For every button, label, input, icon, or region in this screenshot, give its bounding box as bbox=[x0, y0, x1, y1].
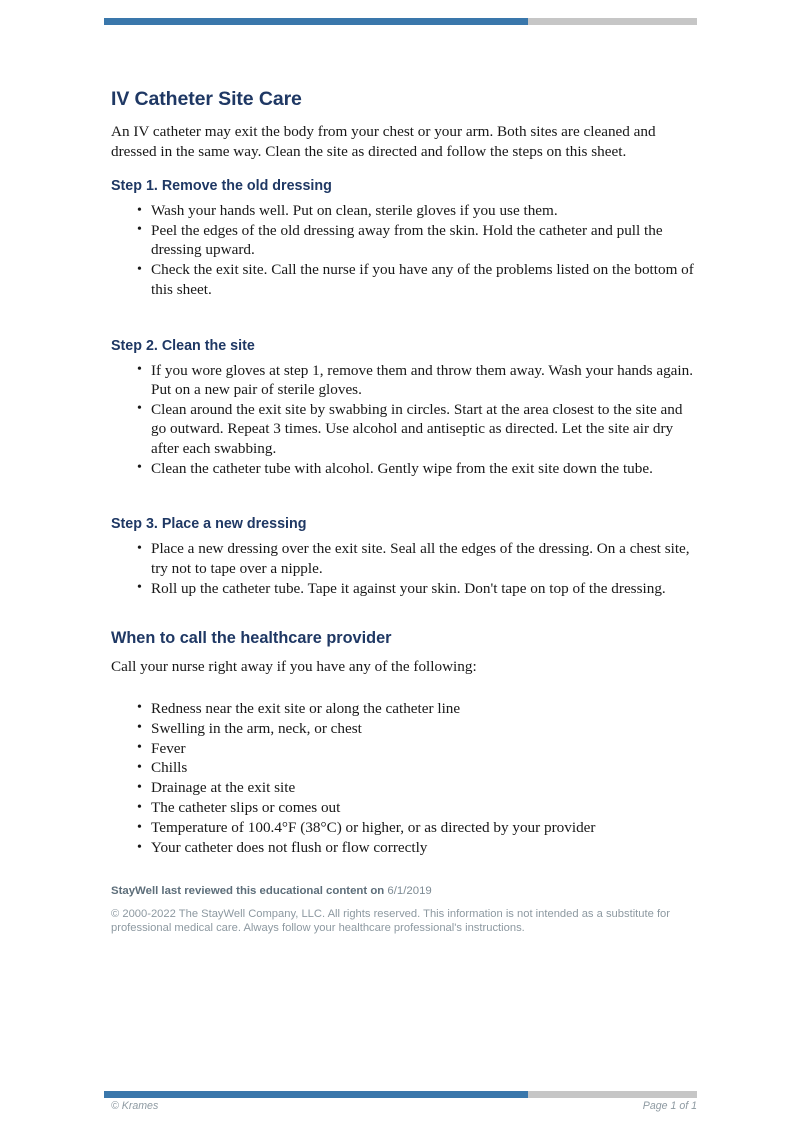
list-item: • Chills bbox=[151, 758, 697, 777]
document-content bbox=[111, 88, 697, 858]
list-item: • Temperature of 100.4°F (38°C) or higher, or as directed by your provider bbox=[151, 818, 697, 837]
list-item: • Clean the catheter tube with alcohol. Gently wipe from the exit site down the tube. bbox=[151, 459, 697, 478]
list-item: • Fever bbox=[151, 739, 697, 758]
list-item: • Your catheter does not flush or flow correctly bbox=[151, 838, 697, 857]
step-3-heading: Step 3. Place a new dressing bbox=[111, 516, 307, 533]
review-date: 6/1/2019 bbox=[387, 885, 432, 897]
step-1-list bbox=[111, 201, 697, 299]
list-item: • Redness near the exit site or along the catheter line bbox=[151, 699, 697, 718]
review-line bbox=[111, 884, 697, 899]
when-to-call-heading: When to call the healthcare provider bbox=[111, 629, 392, 648]
when-to-call-list bbox=[111, 699, 697, 858]
footer-page-number: Page 1 of 1 bbox=[642, 1100, 697, 1112]
intro-paragraph: An IV catheter may exit the body from your chest or your arm. Both sites are cleaned and dressed in the same way. Clean the site as directed and follow the steps on this sheet. bbox=[111, 123, 656, 160]
list-item: • Wash your hands well. Put on clean, sterile gloves if you use them. bbox=[151, 201, 697, 220]
step-2-list bbox=[111, 361, 697, 478]
section-spacer bbox=[111, 300, 697, 321]
review-label: StayWell last reviewed this educational content on bbox=[111, 885, 385, 897]
when-to-call-intro: Call your nurse right away if you have any of the following: bbox=[111, 658, 477, 676]
review-metadata bbox=[111, 884, 697, 935]
list-item: • Clean around the exit site by swabbing in circles. Start at the area closest to the site and go outward. Repeat 3 times. Use alcohol and antiseptic as directed. Let the site air dry after each swabbing. bbox=[151, 400, 697, 458]
list-item: • If you wore gloves at step 1, remove them and throw them away. Wash your hands again. Put on a new pair of sterile gloves. bbox=[151, 361, 697, 400]
footer-rule-bar bbox=[104, 1091, 697, 1098]
header-rule-gray-segment bbox=[528, 18, 697, 25]
footer-attribution: © Krames bbox=[111, 1100, 159, 1112]
footer-rule-blue-segment bbox=[104, 1091, 528, 1098]
step-3-list bbox=[111, 539, 697, 598]
step-1-heading: Step 1. Remove the old dressing bbox=[111, 178, 332, 194]
header-rule-bar bbox=[104, 18, 697, 25]
list-spacer bbox=[111, 685, 697, 699]
list-item: • Drainage at the exit site bbox=[151, 778, 697, 797]
list-item: • Peel the edges of the old dressing away from the skin. Hold the catheter and pull the dressing upward. bbox=[151, 221, 697, 260]
step-2-heading: Step 2. Clean the site bbox=[111, 337, 255, 354]
header-rule-blue-segment bbox=[104, 18, 528, 25]
footer-rule-gray-segment bbox=[528, 1091, 697, 1098]
section-spacer bbox=[111, 478, 697, 499]
list-item: • Place a new dressing over the exit site. Seal all the edges of the dressing. On a chest site, try not to tape over a nipple. bbox=[151, 539, 697, 578]
page-footer bbox=[111, 1100, 697, 1112]
list-item: • Swelling in the arm, neck, or chest bbox=[151, 719, 697, 738]
list-item: • The catheter slips or comes out bbox=[151, 798, 697, 817]
list-item: • Roll up the catheter tube. Tape it against your skin. Don't tape on top of the dressing. bbox=[151, 579, 697, 598]
page-title: IV Catheter Site Care bbox=[111, 88, 302, 110]
copyright-text: © 2000-2022 The StayWell Company, LLC. All rights reserved. This information is not intended as a substitute for professional medical care. Always follow your healthcare professional's instructions. bbox=[111, 908, 671, 935]
list-item: • Check the exit site. Call the nurse if you have any of the problems listed on the bottom of this sheet. bbox=[151, 260, 697, 299]
